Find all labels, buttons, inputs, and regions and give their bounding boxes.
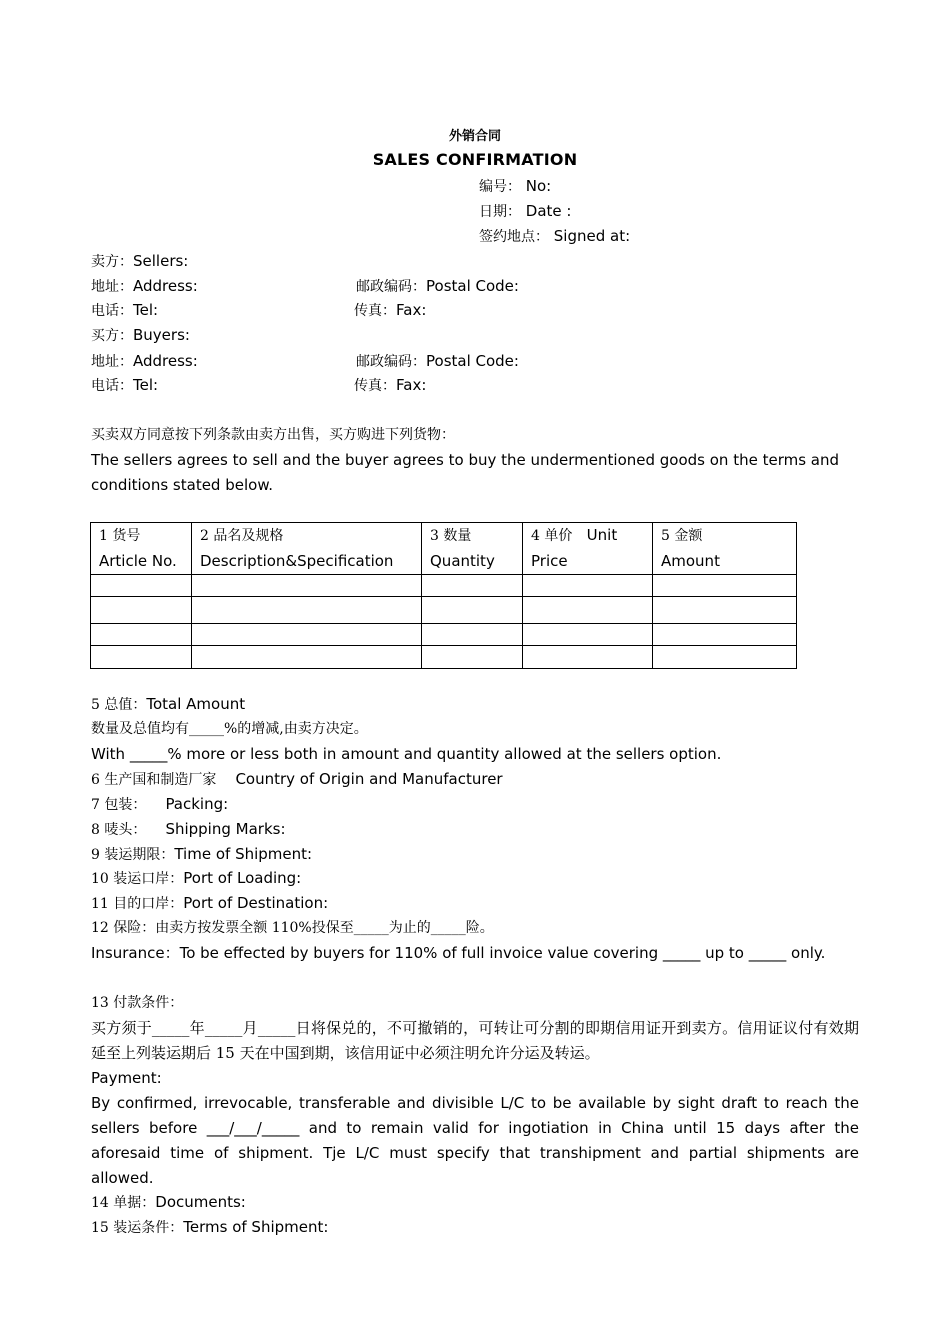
clause-5-en: Total Amount <box>146 695 246 713</box>
buyers-postal-label-cn: 邮政编码： <box>356 354 426 370</box>
intro-chinese: 买卖双方同意按下列条款由卖方出售，买方购进下列货物： <box>91 427 455 443</box>
clause-10-port-of-loading <box>91 866 301 892</box>
signed-at-label-cn: 签约地点： <box>479 229 549 245</box>
clause-11-en: Port of Destination: <box>183 894 329 912</box>
header-description-en: Description&Specification <box>200 552 394 570</box>
buyers-label-en: Buyers: <box>133 326 190 344</box>
table-cell[interactable] <box>653 624 797 646</box>
buyers-address-label-en: Address: <box>133 352 198 370</box>
clause-6-en: Country of Origin and Manufacturer <box>235 770 503 788</box>
header-unit-price-cn: 4 单价 <box>531 528 573 544</box>
table-cell[interactable] <box>422 597 523 624</box>
header-amount <box>653 523 797 575</box>
buyers-postal-line <box>356 349 519 375</box>
table-row <box>91 597 797 624</box>
buyers-tel-label-cn: 电话： <box>91 378 133 394</box>
sellers-label-en: Sellers: <box>133 252 189 270</box>
buyers-address-line <box>91 349 198 375</box>
goods-table <box>90 522 797 669</box>
table-cell[interactable] <box>523 646 653 669</box>
sellers-address-label-en: Address: <box>133 277 198 295</box>
date-label-en: Date : <box>525 202 572 220</box>
table-cell[interactable] <box>91 624 192 646</box>
table-cell[interactable] <box>91 597 192 624</box>
clause-14-documents <box>91 1190 246 1216</box>
table-cell[interactable] <box>523 597 653 624</box>
date-label-cn: 日期： <box>479 204 521 220</box>
table-header-row <box>91 523 797 575</box>
contract-number-label-cn: 编号： <box>479 179 521 195</box>
table-cell[interactable] <box>422 624 523 646</box>
clause-6-cn: 6 生产国和制造厂家 <box>91 772 217 788</box>
clause-10-en: Port of Loading: <box>183 869 302 887</box>
title-english: SALES CONFIRMATION <box>372 150 578 169</box>
clause-7-en: Packing: <box>165 795 229 813</box>
table-row <box>91 575 797 597</box>
table-cell[interactable] <box>653 575 797 597</box>
clause-8-shipping-marks <box>91 817 286 843</box>
sellers-line <box>91 249 188 275</box>
header-description <box>192 523 422 575</box>
header-description-cn: 2 品名及规格 <box>200 528 284 544</box>
clause-14-en: Documents: <box>155 1193 246 1211</box>
table-cell[interactable] <box>422 646 523 669</box>
table-cell[interactable] <box>653 597 797 624</box>
payment-label: Payment: <box>91 1069 162 1087</box>
buyers-fax-label-cn: 传真： <box>354 378 396 394</box>
date-line <box>479 199 571 225</box>
sellers-fax-label-cn: 传真： <box>354 303 396 319</box>
header-quantity-cn: 3 数量 <box>430 528 472 544</box>
signed-at-line <box>479 224 630 250</box>
clause-7-packing <box>91 792 228 818</box>
header-article-no-cn: 1 货号 <box>99 528 141 544</box>
sellers-postal-label-cn: 邮政编码： <box>356 279 426 295</box>
header-amount-en: Amount <box>661 552 720 570</box>
clause-7-cn: 7 包装： <box>91 797 147 813</box>
header-unit-price <box>523 523 653 575</box>
table-cell[interactable] <box>192 597 422 624</box>
clause-13-payment-body-english: By confirmed, irrevocable, transferable and divisible L/C to be available by sight draft to reach the sellers before ___/___/_____ and to remain valid for ingotiation in China until 15 days after the aforesaid time of shipment. Tje L/C must specify that transhipment and partial shipments are allowed. <box>91 1094 859 1187</box>
contract-number-label-en: No: <box>525 177 552 195</box>
clause-10-cn: 10 装运口岸： <box>91 871 184 887</box>
buyers-postal-label-en: Postal Code: <box>426 352 519 370</box>
buyers-tel-label-en: Tel: <box>133 376 159 394</box>
sellers-address-line <box>91 274 198 300</box>
signed-at-label-en: Signed at: <box>553 227 631 245</box>
clause-12-insurance-english: Insurance：To be effected by buyers for 110% of full invoice value covering _____ up to _____ only. <box>91 944 826 962</box>
table-cell[interactable] <box>422 575 523 597</box>
clause-15-cn: 15 装运条件： <box>91 1220 184 1236</box>
clause-8-en: Shipping Marks: <box>165 820 286 838</box>
clause-15-en: Terms of Shipment: <box>183 1218 329 1236</box>
title-chinese: 外销合同 <box>448 129 501 144</box>
clause-8-cn: 8 唛头： <box>91 822 147 838</box>
table-cell[interactable] <box>523 575 653 597</box>
table-cell[interactable] <box>91 575 192 597</box>
more-less-english: With _____% more or less both in amount and quantity allowed at the sellers option. <box>91 745 722 763</box>
sellers-tel-label-en: Tel: <box>133 301 159 319</box>
table-cell[interactable] <box>192 646 422 669</box>
sellers-fax-line <box>354 298 426 324</box>
more-less-chinese: 数量及总值均有_____%的增减,由卖方决定。 <box>91 721 368 737</box>
table-row <box>91 646 797 669</box>
sellers-postal-line <box>356 274 519 300</box>
buyers-label-cn: 买方： <box>91 328 133 344</box>
clause-5-cn: 5 总值： <box>91 697 147 713</box>
table-cell[interactable] <box>91 646 192 669</box>
clause-5-total-amount <box>91 692 245 718</box>
table-cell[interactable] <box>192 575 422 597</box>
sellers-label-cn: 卖方： <box>91 254 133 270</box>
header-quantity-en: Quantity <box>430 552 495 570</box>
table-cell[interactable] <box>653 646 797 669</box>
table-row <box>91 624 797 646</box>
buyers-fax-label-en: Fax: <box>396 376 427 394</box>
header-amount-cn: 5 金额 <box>661 528 703 544</box>
sellers-address-label-cn: 地址： <box>91 279 133 295</box>
buyers-address-label-cn: 地址： <box>91 354 133 370</box>
header-article-no-en: Article No. <box>99 552 177 570</box>
clause-14-cn: 14 单据： <box>91 1195 156 1211</box>
sellers-postal-label-en: Postal Code: <box>426 277 519 295</box>
clause-6-origin <box>91 767 503 793</box>
clause-9-cn: 9 装运期限： <box>91 847 175 863</box>
clause-13-payment-title: 13 付款条件： <box>91 995 184 1011</box>
intro-english: The sellers agrees to sell and the buyer agrees to buy the undermentioned goods on the terms and conditions stated below. <box>91 451 840 494</box>
clause-11-port-of-destination <box>91 891 328 917</box>
header-unit-price-en: Price <box>531 552 568 570</box>
header-article-no <box>91 523 192 575</box>
clause-9-en: Time of Shipment: <box>174 845 313 863</box>
clause-15-terms-of-shipment <box>91 1215 328 1241</box>
clause-13-payment-body-chinese: 买方须于_____年_____月_____日将保兑的，不可撤销的，可转让可分割的即期信用证开到卖方。信用证议付有效期延至上列装运期后 15 天在中国到期，该信用证中必须注明允许分运及转运。 <box>91 1019 859 1062</box>
contract-number-line <box>479 174 551 200</box>
buyers-fax-line <box>354 373 426 399</box>
header-quantity <box>422 523 523 575</box>
buyers-line <box>91 323 190 349</box>
header-unit-price-unit: Unit <box>586 526 618 544</box>
clause-12-insurance-chinese: 12 保险：由卖方按发票全额 110%投保至_____为止的_____险。 <box>91 920 494 936</box>
clause-9-time-of-shipment <box>91 842 312 868</box>
sellers-fax-label-en: Fax: <box>396 301 427 319</box>
table-cell[interactable] <box>523 624 653 646</box>
sellers-tel-label-cn: 电话： <box>91 303 133 319</box>
buyers-tel-line <box>91 373 158 399</box>
table-cell[interactable] <box>192 624 422 646</box>
sellers-tel-line <box>91 298 158 324</box>
clause-11-cn: 11 目的口岸： <box>91 896 184 912</box>
